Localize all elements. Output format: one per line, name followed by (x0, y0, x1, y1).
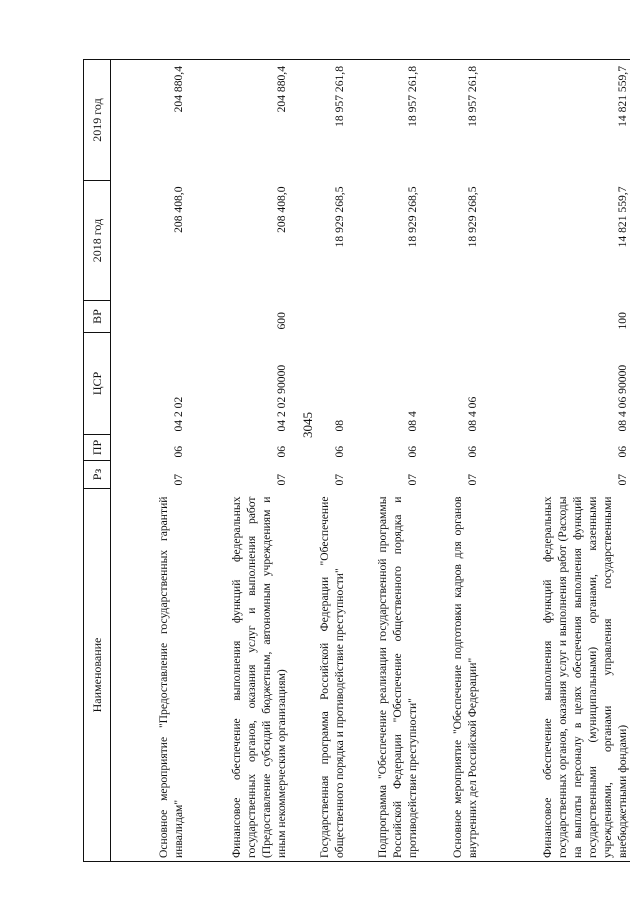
header-name: Наименование (84, 489, 111, 862)
row-2019: 18 957 261,8 (289, 60, 347, 181)
budget-table-sheet (83, 60, 629, 862)
row-pr: 06 (275, 445, 288, 458)
row-2018: 18 929 268,5 (406, 186, 419, 248)
row-2018: 208 408,0 (172, 186, 185, 233)
row-vr (111, 301, 187, 333)
budget-table (83, 59, 630, 862)
row-vr: 100 (616, 312, 629, 330)
row-csr: 08 4 (406, 411, 419, 432)
row-rz: 07 (466, 473, 479, 486)
row-name: Финансовое обеспечение выполнения функций федеральных государственных органов, оказания услуг и выполнения работ (Расходы на выплаты персоналу в целях обеспечения выполнения функций государственными (муниципальными) органами, казенными учреждениями, органами управления государственными внебюджетными фондами) (480, 489, 630, 862)
row-csr: 04 2 02 (172, 396, 185, 432)
table-row (289, 60, 347, 862)
row-pr: 06 (406, 445, 419, 458)
row-2018: 208 408,0 (275, 186, 288, 233)
row-2019: 18 957 261,8 (420, 60, 480, 181)
row-name: Финансовое обеспечение выполнения функций федеральных государственных органов, оказания услуг и выполнения работ (Предоставление субсидий бюджетным, автономным учреждениям и иным некоммерческим организациям) (186, 489, 289, 862)
row-csr: 08 (333, 419, 346, 432)
table-row (111, 60, 187, 862)
row-rz: 07 (275, 473, 288, 486)
row-rz: 07 (616, 473, 629, 486)
row-pr: 06 (616, 445, 629, 458)
row-pr: 06 (466, 445, 479, 458)
row-pr: 06 (172, 445, 185, 458)
row-name: Основное мероприятие "Предоставление государственных гарантий инвалидам" (111, 489, 187, 862)
row-2019: 14 821 559,7 (480, 60, 630, 181)
row-2019: 204 880,4 (186, 60, 289, 181)
header-vr: ВР (84, 301, 111, 333)
row-vr (289, 301, 347, 333)
row-2019: 204 880,4 (111, 60, 187, 181)
row-pr: 06 (333, 445, 346, 458)
row-2018: 18 929 268,5 (466, 186, 479, 248)
row-rz: 07 (172, 473, 185, 486)
row-csr: 08 4 06 90000 (616, 364, 629, 432)
table-row (347, 60, 420, 862)
row-vr (347, 301, 420, 333)
header-csr: ЦСР (84, 333, 111, 435)
row-name: Основное мероприятие "Обеспечение подготовки кадров для органов внутренних дел Российской Федерации" (420, 489, 480, 862)
table-row (186, 60, 289, 862)
row-vr (420, 301, 480, 333)
row-csr: 08 4 06 (466, 396, 479, 432)
row-2018: 14 821 559,7 (616, 186, 629, 248)
table-row (480, 60, 630, 862)
table-row (420, 60, 480, 862)
row-name: Подпрограмма "Обеспечение реализации государственной программы Российской Федерации "Обеспечение общественного порядка и противодействие преступности" (347, 489, 420, 862)
header-pr: ПР (84, 435, 111, 461)
page-number: 3045 (300, 412, 315, 438)
header-2018: 2018 год (84, 181, 111, 301)
row-csr: 04 2 02 90000 (275, 364, 288, 432)
header-2019: 2019 год (84, 60, 111, 181)
row-rz: 07 (333, 473, 346, 486)
table-header-row (84, 60, 111, 862)
row-vr: 600 (275, 312, 288, 330)
row-name: Государственная программа Российской Федерации "Обеспечение общественного порядка и противодействие преступности" (289, 489, 347, 862)
row-rz: 07 (406, 473, 419, 486)
row-2018: 18 929 268,5 (333, 186, 346, 248)
row-2019: 18 957 261,8 (347, 60, 420, 181)
header-rz: Рз (84, 461, 111, 489)
